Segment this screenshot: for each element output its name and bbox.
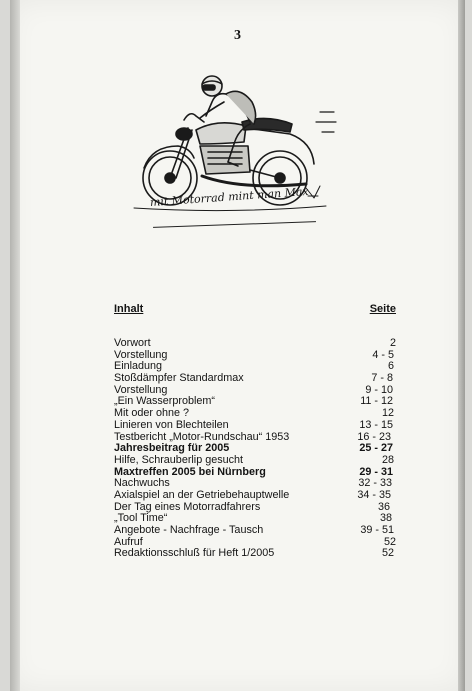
page-right-edge bbox=[458, 0, 465, 691]
toc-entry-title: Vorstellung bbox=[114, 383, 168, 396]
toc-entry-pages: 6 bbox=[387, 360, 394, 373]
toc-entry-title: Vorwort bbox=[114, 337, 151, 349]
toc-entry-pages: 12 bbox=[381, 407, 394, 420]
toc-header bbox=[114, 303, 396, 319]
toc-entry-pages: 4 - 5 bbox=[372, 348, 394, 361]
toc-entry-pages: 29 - 31 bbox=[359, 465, 393, 478]
toc-row bbox=[114, 420, 396, 432]
document-page bbox=[10, 0, 465, 691]
toc-entry-title: Jahresbeitrag für 2005 bbox=[114, 442, 230, 455]
toc-entry-pages: 34 - 35 bbox=[357, 488, 391, 501]
toc-header-pages: Seite bbox=[369, 303, 396, 315]
page-binding-edge bbox=[10, 0, 20, 691]
toc-header-title: Inhalt bbox=[114, 303, 144, 315]
toc-entry-pages: 28 bbox=[381, 453, 394, 466]
toc-entry-title: Nachwuchs bbox=[114, 477, 170, 490]
toc-entry-title: Aufruf bbox=[114, 535, 143, 548]
page-number: 3 bbox=[234, 28, 241, 43]
toc-entry-title: Axialspiel an der Getriebehauptwelle bbox=[114, 488, 290, 501]
toc-entry-title: „Ein Wasserproblem“ bbox=[114, 395, 215, 408]
toc-entry-title: Mit oder ohne ? bbox=[114, 407, 190, 420]
toc-entry-pages: 52 bbox=[381, 547, 394, 560]
toc-entry-pages: 7 - 8 bbox=[371, 372, 393, 385]
toc-entry-pages: 32 - 33 bbox=[358, 477, 392, 490]
toc-entry-title: Linieren von Blechteilen bbox=[114, 418, 229, 431]
toc-entry-pages: 9 - 10 bbox=[365, 383, 393, 396]
toc-entry-title: Stoßdämpfer Standardmax bbox=[114, 372, 244, 385]
toc-entry-pages: 11 - 12 bbox=[360, 395, 393, 408]
toc-entry-title: „Tool Time“ bbox=[114, 512, 168, 525]
toc-row bbox=[114, 490, 396, 502]
toc-entry-title: Maxtreffen 2005 bei Nürnberg bbox=[114, 465, 266, 478]
toc-row bbox=[114, 455, 396, 467]
toc-row bbox=[114, 338, 396, 350]
toc-entry-title: Vorstellung bbox=[114, 348, 168, 361]
table-of-contents bbox=[114, 338, 396, 560]
toc-entry-pages: 39 - 51 bbox=[360, 524, 394, 536]
toc-entry-pages: 13 - 15 bbox=[359, 418, 393, 431]
toc-entry-title: Angebote - Nachfrage - Tausch bbox=[114, 524, 264, 536]
toc-entry-pages: 16 - 23 bbox=[357, 430, 391, 443]
toc-entry-title: Einladung bbox=[114, 360, 163, 373]
toc-entry-pages: 2 bbox=[389, 337, 396, 349]
toc-entry-title: Hilfe, Schrauberlip gesucht bbox=[114, 453, 244, 466]
illustration-caption: mit Motorrad mint man Max bbox=[149, 184, 310, 209]
toc-entry-title: Der Tag eines Motorradfahrers bbox=[114, 500, 261, 513]
toc-row bbox=[114, 373, 396, 385]
toc-entry-pages: 52 bbox=[383, 535, 396, 548]
toc-entry-pages: 25 - 27 bbox=[359, 442, 393, 455]
toc-row bbox=[114, 525, 396, 537]
toc-row bbox=[114, 548, 396, 560]
toc-entry-pages: 38 bbox=[379, 512, 392, 525]
toc-entry-title: Redaktionsschluß für Heft 1/2005 bbox=[114, 547, 275, 560]
toc-entry-pages: 36 bbox=[377, 500, 390, 513]
toc-entry-title: Testbericht „Motor-Rundschau“ 1953 bbox=[114, 430, 290, 443]
